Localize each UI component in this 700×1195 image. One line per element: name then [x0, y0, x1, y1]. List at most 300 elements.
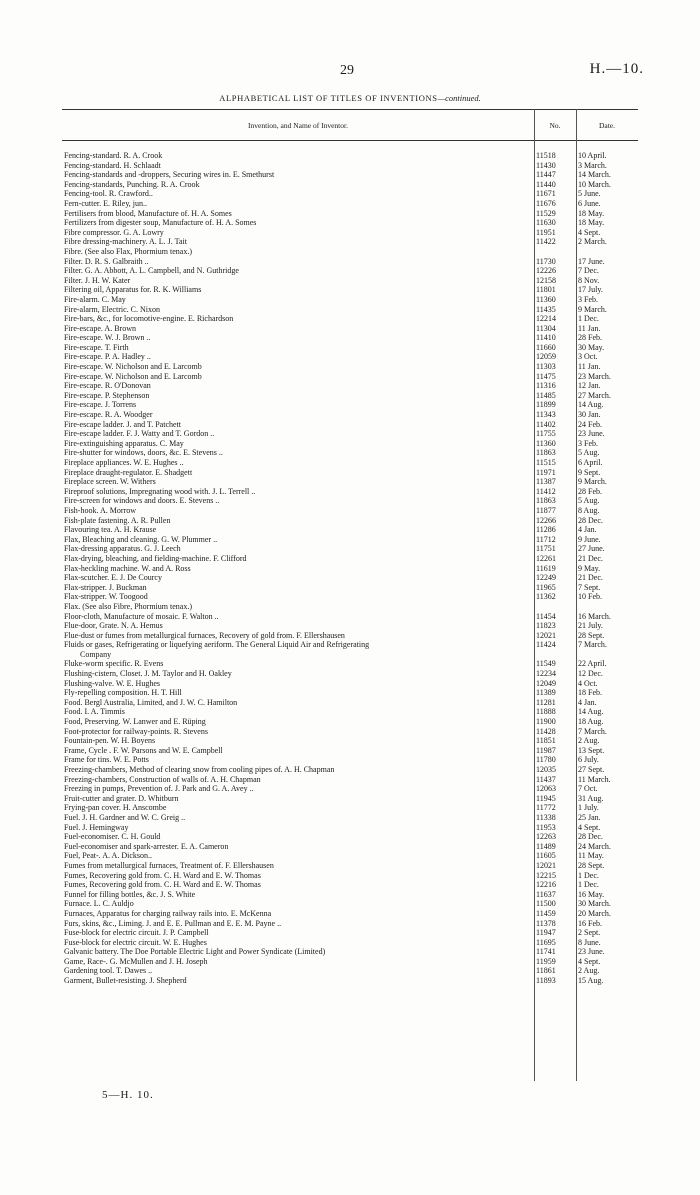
- invention-title: Fibre compressor. G. A. Lowry: [64, 227, 164, 237]
- table-row: [62, 823, 638, 833]
- invention-title: Frame for tins. W. E. Potts: [64, 755, 149, 765]
- patent-date: 30 Jan.: [578, 410, 601, 420]
- patent-date: 2 March.: [578, 237, 607, 247]
- patent-number: 11945: [536, 793, 556, 803]
- invention-title: Game, Race-. G. McMullen and J. H. Joseph: [64, 956, 208, 966]
- table-row: [62, 612, 638, 622]
- invention-title: Fly-repelling composition. H. T. Hill: [64, 688, 182, 698]
- invention-title: Fire-escape. R. A. Woodger: [64, 410, 153, 420]
- table-row: [62, 295, 638, 305]
- table-row: [62, 362, 638, 372]
- patent-date: 14 March.: [578, 170, 611, 180]
- invention-title: Fireplace screen. W. Withers: [64, 477, 156, 487]
- patent-date: 4 Sept.: [578, 822, 601, 832]
- table-row: [62, 794, 638, 804]
- invention-title: Flax-dressing apparatus. G. J. Leech: [64, 544, 181, 554]
- column-header-number: No.: [549, 121, 561, 130]
- invention-title: Fumes, Recovering gold from. C. H. Ward and E. W. Thomas: [64, 880, 261, 890]
- patent-date: 28 Dec.: [578, 515, 603, 525]
- table-row: [62, 919, 638, 929]
- patent-date: 1 Dec.: [578, 870, 599, 880]
- patent-number: 11730: [536, 256, 556, 266]
- patent-number: 11387: [536, 477, 556, 487]
- patent-number: 11402: [536, 419, 556, 429]
- table-row: [62, 775, 638, 785]
- patent-date: 5 June.: [578, 189, 601, 199]
- patent-number: 11888: [536, 707, 556, 717]
- patent-date: 3 March.: [578, 160, 607, 170]
- table-row: [62, 842, 638, 852]
- invention-title: Fire-escape ladder. F. J. Watty and T. Gordon ..: [64, 429, 215, 439]
- table-header: [62, 109, 638, 141]
- table-row: [62, 938, 638, 948]
- patent-date: 17 June.: [578, 256, 605, 266]
- invention-title: Filtering oil, Apparatus for. R. K. Williams: [64, 285, 202, 295]
- patent-number: 11801: [536, 285, 556, 295]
- patent-date: 15 Aug.: [578, 976, 604, 986]
- invention-title: Frame, Cycle . F. W. Parsons and W. E. Campbell: [64, 745, 223, 755]
- table-row: [62, 871, 638, 881]
- patent-number: 11430: [536, 160, 556, 170]
- table-row: [62, 890, 638, 900]
- table-row: [62, 199, 638, 209]
- patent-date: 28 Feb.: [578, 333, 602, 343]
- patent-date: 2 Aug.: [578, 966, 600, 976]
- patent-number: 11518: [536, 151, 556, 160]
- patent-date: 18 May.: [578, 208, 605, 218]
- invention-title: Fire-escape. T. Firth: [64, 342, 129, 352]
- patent-date: 9 March.: [578, 477, 607, 487]
- patent-number: 11851: [536, 736, 556, 746]
- patent-date: 18 Aug.: [578, 717, 604, 727]
- invention-title: Fire-escape. P. A. Hadley ..: [64, 352, 151, 362]
- invention-title: Fencing-standards and -droppers, Securing wires in. E. Smethurst: [64, 170, 275, 180]
- table-row: [62, 506, 638, 516]
- patent-number: 11389: [536, 688, 556, 698]
- patent-number: 11823: [536, 621, 556, 631]
- patent-date: 4 Jan.: [578, 525, 597, 535]
- table-row: [62, 535, 638, 545]
- invention-title: Flax-heckling machine. W. and A. Ross: [64, 563, 191, 573]
- patent-date: 7 Dec.: [578, 266, 599, 276]
- table-row: [62, 736, 638, 746]
- patent-number: 12261: [536, 553, 556, 563]
- patent-date: 14 Aug.: [578, 400, 604, 410]
- patent-number: 11947: [536, 928, 556, 938]
- invention-title: Gardening tool. T. Dawes ..: [64, 966, 153, 976]
- patent-number: 11549: [536, 659, 556, 669]
- invention-title: Fire-escape. R. O'Donovan: [64, 381, 151, 391]
- table-row: [62, 544, 638, 554]
- table-row: [62, 477, 638, 487]
- table-row: [62, 170, 638, 180]
- patent-number: 11435: [536, 304, 556, 314]
- table-row: [62, 218, 638, 228]
- patent-number: 11630: [536, 218, 556, 228]
- patent-date: 24 Feb.: [578, 419, 602, 429]
- patent-number: 11741: [536, 947, 556, 957]
- invention-title: Fuel, Peat-. A. A. Dickson..: [64, 851, 152, 861]
- patent-date: 7 Sept.: [578, 582, 601, 592]
- patent-date: 1 Dec.: [578, 880, 599, 890]
- patent-number: 11500: [536, 899, 556, 909]
- invention-title: Furs, skins, &c., Liming. J. and E. E. Pullman and E. E. M. Payne ..: [64, 918, 282, 928]
- table-row: [62, 784, 638, 794]
- column-header-invention: Invention, and Name of Inventor.: [248, 121, 348, 130]
- table-row: [62, 727, 638, 737]
- invention-title: Food. I. A. Timmis: [64, 707, 125, 717]
- patent-date: 9 March.: [578, 304, 607, 314]
- table-row: [62, 746, 638, 756]
- patent-number: 11861: [536, 966, 556, 976]
- column-header-date: Date.: [598, 121, 616, 130]
- table-row: [62, 237, 638, 247]
- patent-date: 10 March.: [578, 179, 611, 189]
- patent-date: 16 May.: [578, 889, 605, 899]
- patent-date: 18 May.: [578, 218, 605, 228]
- invention-title: Fire-escape. W. J. Brown ..: [64, 333, 151, 343]
- table-row: [62, 410, 638, 420]
- invention-title: Flax-stripper. W. Toogood: [64, 592, 148, 602]
- patent-number: 11489: [536, 841, 556, 851]
- patent-number: 11378: [536, 918, 556, 928]
- patent-date: 6 July.: [578, 755, 599, 765]
- table-row: [62, 659, 638, 669]
- invention-title: Fire-alarm. C. May: [64, 294, 126, 304]
- patent-number: 11338: [536, 812, 556, 822]
- patent-number: 11485: [536, 390, 556, 400]
- invention-title: Fireplace appliances. W. E. Hughes ..: [64, 458, 184, 467]
- patent-number: 11755: [536, 429, 556, 439]
- patent-date: 28 Sept.: [578, 630, 605, 640]
- patent-date: 28 Dec.: [578, 832, 603, 842]
- invention-title: Fertilisers from blood, Manufacture of. H. A. Somes: [64, 208, 232, 218]
- patent-number: 11953: [536, 822, 556, 832]
- invention-title: Fireplace draught-regulator. E. Shadgett: [64, 467, 193, 477]
- table-row: [62, 573, 638, 583]
- patent-number: 12049: [536, 678, 556, 688]
- table-row: [62, 314, 638, 324]
- invention-title: Filter. J. H. W. Kater: [64, 275, 131, 285]
- invention-title: Fire-screen for windows and doors. E. Stevens ..: [64, 496, 220, 506]
- patent-number: 11965: [536, 582, 556, 592]
- patent-number: 11893: [536, 976, 556, 986]
- patent-number: 11454: [536, 611, 556, 621]
- patent-number: 11637: [536, 889, 556, 899]
- patent-number: 11428: [536, 726, 556, 736]
- invention-title: Flushing-cistern, Closet. J. M. Taylor and H. Oakley: [64, 669, 232, 679]
- patent-number: 11424: [536, 640, 556, 650]
- invention-title: Funnel for filling bottles, &c. J. S. White: [64, 889, 196, 899]
- invention-title: Galvanic battery. The Doe Portable Electric Light and Power Syndicate (Limited): [64, 947, 326, 957]
- invention-title: Fumes, Recovering gold from. C. H. Ward and E. W. Thomas: [64, 870, 261, 880]
- invention-title: Fire-escape ladder. J. and T. Patchett: [64, 419, 181, 429]
- table-row: [62, 640, 638, 659]
- invention-title: Fire-escape. A. Brown: [64, 323, 136, 333]
- title-text: ALPHABETICAL LIST OF TITLES OF INVENTIONS: [219, 93, 438, 103]
- patent-number: 11343: [536, 410, 556, 420]
- patent-number: 11440: [536, 179, 556, 189]
- table-row: [62, 602, 638, 612]
- table-row: [62, 209, 638, 219]
- patent-date: 30 March.: [578, 899, 611, 909]
- patent-date: 16 Feb.: [578, 918, 602, 928]
- patent-date: 7 March.: [578, 726, 607, 736]
- invention-title: Fencing-standard. R. A. Crook: [64, 151, 163, 160]
- table-row: [62, 592, 638, 602]
- patent-number: 11971: [536, 467, 556, 477]
- invention-title: Fish-plate fastening. A. R. Pullen: [64, 515, 171, 525]
- patent-date: 31 Aug.: [578, 793, 604, 803]
- patent-date: 6 June.: [578, 198, 601, 208]
- page-number: 29: [340, 63, 354, 78]
- table-row: [62, 228, 638, 238]
- invention-title: Freezing-chambers, Construction of walls of. A. H. Chapman: [64, 774, 261, 784]
- patent-date: 28 Feb.: [578, 486, 602, 496]
- patent-date: 5 Aug.: [578, 448, 600, 458]
- table-row: [62, 352, 638, 362]
- invention-title: Flue-dust or fumes from metallurgical furnaces, Recovery of gold from. F. Ellershausen: [64, 630, 345, 640]
- invention-title: Food. Bergl Australia, Limited, and J. W. C. Hamilton: [64, 697, 238, 707]
- table-row: [62, 439, 638, 449]
- table-row: [62, 285, 638, 295]
- patent-date: 10 Feb.: [578, 592, 602, 602]
- patent-date: 21 July.: [578, 621, 603, 631]
- patent-number: 11671: [536, 189, 556, 199]
- patent-date: 25 Jan.: [578, 812, 601, 822]
- patent-number: 11712: [536, 534, 556, 544]
- patent-number: 12266: [536, 515, 556, 525]
- patent-date: 4 Oct.: [578, 678, 598, 688]
- table-row: [62, 381, 638, 391]
- table-row: [62, 803, 638, 813]
- patent-number: 11515: [536, 458, 556, 467]
- patent-date: 8 Nov.: [578, 275, 600, 285]
- patent-number: 11303: [536, 362, 556, 372]
- table-row: [62, 420, 638, 430]
- patent-date: 8 June.: [578, 937, 601, 947]
- invention-title: Fuel-economiser and spark-arrester. E. A. Cameron: [64, 841, 229, 851]
- patent-date: 23 March.: [578, 371, 611, 381]
- patent-number: 12158: [536, 275, 556, 285]
- page-title: [0, 93, 700, 103]
- invention-title: Flushing-valve. W. E. Hughes: [64, 678, 160, 688]
- table-row: [62, 180, 638, 190]
- invention-title: Flavouring tea. A. H. Krause: [64, 525, 157, 535]
- patent-number: 11447: [536, 170, 556, 180]
- invention-title: Fencing-standards, Punching. R. A. Crook: [64, 179, 200, 189]
- table-row: [62, 247, 638, 257]
- invention-title: Fibre dressing-machinery. A. L. J. Tait: [64, 237, 187, 247]
- patent-date: 1 July.: [578, 803, 599, 813]
- table-row: [62, 813, 638, 823]
- patent-date: 6 April.: [578, 458, 603, 467]
- patent-date: 9 June.: [578, 534, 601, 544]
- patent-number: 11660: [536, 342, 556, 352]
- patent-number: 12059: [536, 352, 556, 362]
- table-row: [62, 391, 638, 401]
- table-row: [62, 189, 638, 199]
- patent-number: 12263: [536, 832, 556, 842]
- patent-number: 12226: [536, 266, 556, 276]
- patent-date: 11 March.: [578, 774, 611, 784]
- patent-date: 7 March.: [578, 640, 607, 650]
- patent-date: 3 Oct.: [578, 352, 598, 362]
- patent-number: 11360: [536, 294, 556, 304]
- table-row: [62, 458, 638, 468]
- invention-title: Flax. (See also Fibre, Phormium tenax.): [64, 601, 192, 611]
- patent-number: 12035: [536, 765, 556, 774]
- patent-date: 14 Aug.: [578, 707, 604, 717]
- patent-date: 27 June.: [578, 544, 605, 554]
- patent-number: 12234: [536, 669, 556, 679]
- title-suffix: —continued.: [437, 93, 481, 103]
- table-row: [62, 909, 638, 919]
- table-row: [62, 372, 638, 382]
- invention-title: Filter. G. A. Abbott, A. L. Campbell, and N. Guthridge: [64, 266, 239, 276]
- patent-number: 12063: [536, 784, 556, 794]
- table-row: [62, 257, 638, 267]
- table-row: [62, 429, 638, 439]
- table-row: [62, 151, 638, 161]
- table-row: [62, 621, 638, 631]
- patent-number: 11780: [536, 755, 556, 765]
- patent-date: 2 Aug.: [578, 736, 600, 746]
- patent-number: 12021: [536, 860, 556, 870]
- patent-date: 11 Jan.: [578, 362, 601, 372]
- table-row: [62, 305, 638, 315]
- patent-number: 11619: [536, 563, 556, 573]
- table-row: [62, 516, 638, 526]
- invention-title: Fencing-tool. R. Crawford..: [64, 189, 153, 199]
- invention-title: Frying-pan cover. H. Anscombe: [64, 803, 167, 813]
- patent-number: 12021: [536, 630, 556, 640]
- patent-number: 11900: [536, 717, 556, 727]
- patent-number: 11412: [536, 486, 556, 496]
- patent-date: 17 July.: [578, 285, 603, 295]
- patent-date: 28 Sept.: [578, 860, 605, 870]
- invention-title: Fuse-block for electric circuit. W. E. Hughes: [64, 937, 207, 947]
- patent-number: 11529: [536, 208, 556, 218]
- invention-title: Filter. D. R. S. Galbraith ..: [64, 256, 149, 266]
- patent-number: 11422: [536, 237, 556, 247]
- invention-title: Flax-scutcher. E. J. De Courcy: [64, 573, 162, 583]
- invention-title: Fibre. (See also Flax, Phormium tenax.): [64, 246, 192, 256]
- patent-date: 11 May.: [578, 851, 604, 861]
- patent-date: 7 Oct.: [578, 784, 598, 794]
- table-row: [62, 343, 638, 353]
- patent-number: 11863: [536, 496, 556, 506]
- patent-number: 11951: [536, 227, 556, 237]
- patent-number: 11959: [536, 956, 556, 966]
- table-row: [62, 583, 638, 593]
- patent-number: 11863: [536, 448, 556, 458]
- patent-number: 11695: [536, 937, 556, 947]
- patent-number: 12249: [536, 573, 556, 583]
- table-row: [62, 851, 638, 861]
- table-row: [62, 631, 638, 641]
- patent-number: 11410: [536, 333, 556, 343]
- invention-title: Flax-stripper. J. Buckman: [64, 582, 147, 592]
- patent-number: 12216: [536, 880, 556, 890]
- table-row: [62, 400, 638, 410]
- invention-title: Foot-protector for railway-points. R. Stevens: [64, 726, 208, 736]
- table-row: [62, 554, 638, 564]
- patent-date: 21 Dec.: [578, 553, 603, 563]
- table-row: [62, 276, 638, 286]
- footer-signature: 5—H. 10.: [102, 1089, 154, 1101]
- invention-title: Fluke-worm specific. R. Evens: [64, 659, 164, 669]
- patent-date: 16 March.: [578, 611, 611, 621]
- table-row: [62, 957, 638, 967]
- patent-number: 11605: [536, 851, 556, 861]
- invention-title: Fencing-standard. H. Schlaadt: [64, 160, 161, 170]
- invention-title-line2: Company: [80, 649, 112, 659]
- patent-number: 11772: [536, 803, 556, 813]
- table-row: [62, 717, 638, 727]
- patent-number: 11475: [536, 371, 556, 381]
- invention-title: Fire-escape. W. Nicholson and E. Larcomb: [64, 371, 202, 381]
- table-row: [62, 688, 638, 698]
- invention-title: Fire-escape. P. Stephenson: [64, 390, 150, 400]
- invention-title: Fuel. J. H. Gardner and W. C. Greig ..: [64, 812, 186, 822]
- invention-title: Freezing-chambers, Method of clearing snow from cooling pipes of. A. H. Chapman: [64, 765, 335, 774]
- patent-date: 9 Sept.: [578, 467, 601, 477]
- invention-title: Fuel. J. Hemingway: [64, 822, 129, 832]
- patent-number: 11899: [536, 400, 556, 410]
- patent-number: 11877: [536, 505, 556, 515]
- patent-date: 4 Jan.: [578, 697, 597, 707]
- patent-date: 13 Sept.: [578, 745, 605, 755]
- table-row: [62, 496, 638, 506]
- table-row: [62, 333, 638, 343]
- patent-date: 23 June.: [578, 429, 605, 439]
- table-row: [62, 468, 638, 478]
- invention-title: Fountain-pen. W. H. Boyens: [64, 736, 156, 746]
- table-row: [62, 707, 638, 717]
- table-row: [62, 832, 638, 842]
- invention-title: Freezing in pumps, Prevention of. J. Park and G. A. Avey ..: [64, 784, 254, 794]
- patent-number: 12215: [536, 870, 556, 880]
- table-row: [62, 669, 638, 679]
- invention-title: Fire-escape. J. Torrens: [64, 400, 137, 410]
- table-row: [62, 976, 638, 986]
- invention-title: Fern-cutter. E. Riley, jun..: [64, 198, 148, 208]
- table-row: [62, 679, 638, 689]
- invention-title: Fireproof solutions, Impregnating wood with. J. L. Terrell ..: [64, 486, 256, 496]
- patent-date: 23 June.: [578, 947, 605, 957]
- table-row: [62, 698, 638, 708]
- patent-date: 3 Feb.: [578, 294, 598, 304]
- patent-date: 2 Sept.: [578, 928, 601, 938]
- invention-title: Fire-bars, &c., for locomotive-engine. E. Richardson: [64, 314, 234, 324]
- patent-date: 12 Dec.: [578, 669, 603, 679]
- patent-number: 11360: [536, 438, 556, 448]
- patent-date: 27 Sept.: [578, 765, 605, 774]
- invention-title: Fish-hook. A. Morrow: [64, 505, 137, 515]
- table-row: [62, 324, 638, 334]
- patent-date: 21 Dec.: [578, 573, 603, 583]
- table-row: [62, 266, 638, 276]
- table-row: [62, 448, 638, 458]
- patent-date: 8 Aug.: [578, 505, 600, 515]
- patent-date: 3 Feb.: [578, 438, 598, 448]
- table-row: [62, 861, 638, 871]
- invention-title: Floor-cloth, Manufacture of mosaic. F. Walton ..: [64, 611, 219, 621]
- patent-number: 12214: [536, 314, 556, 324]
- document-reference: H.—10.: [589, 61, 644, 77]
- invention-title: Fumes from metallurgical furnaces, Treatment of. F. Ellershausen: [64, 860, 274, 870]
